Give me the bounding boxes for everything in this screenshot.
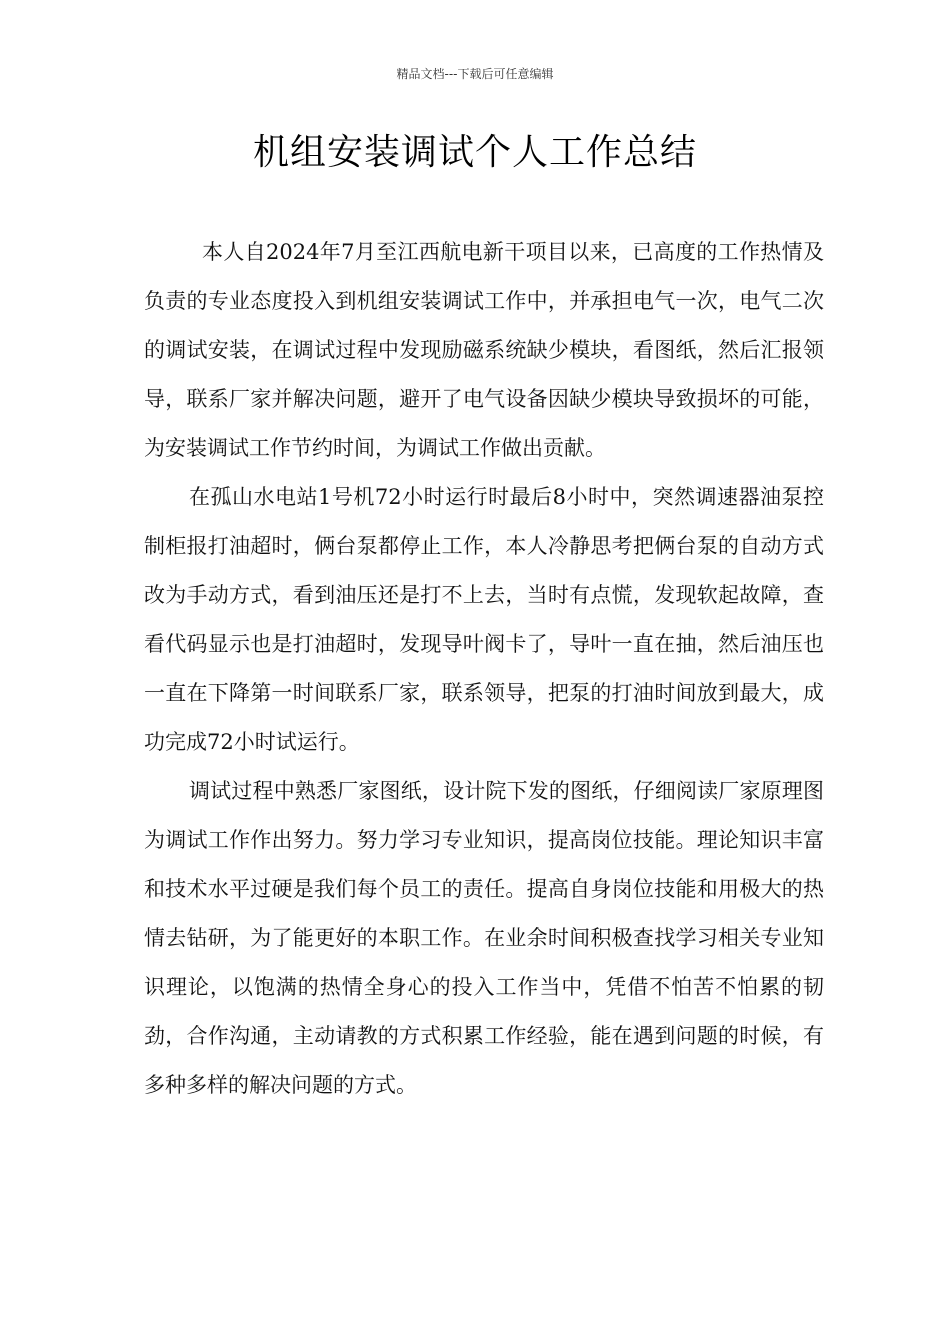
body-paragraph-2: 在孤山水电站1号机72小时运行时最后8小时中，突然调速器油泵控制柜报打油超时，俩台泵都停止工作，本人冷静思考把俩台泵的自动方式改为手动方式，看到油压还是打不上去，当时有点慌，发现软起故障，查看代码显示也是打油超时，发现导叶阀卡了，导叶一直在抽，然后油压也一直在下降第一时间联系厂家，联系领导，把泵的打油时间放到最大，成功完成72小时试运行。 (144, 485, 824, 754)
document-body (144, 228, 824, 1110)
page-header: 精品文档---下载后可任意编辑 (396, 67, 554, 81)
body-paragraph-1: 本人自2024年7月至江西航电新干项目以来，已高度的工作热情及负责的专业态度投入到机组安装调试工作中，并承担电气一次，电气二次的调试安装，在调试过程中发现励磁系统缺少模块，看图纸，然后汇报领导，联系厂家并解决问题，避开了电气设备因缺少模块导致损坏的可能，为安装调试工作节约时间，为调试工作做出贡献。 (144, 240, 824, 460)
document-title: 机组安装调试个人工作总结 (252, 132, 697, 173)
body-paragraph-3: 调试过程中熟悉厂家图纸，设计院下发的图纸，仔细阅读厂家原理图为调试工作作出努力。努力学习专业知识，提高岗位技能。理论知识丰富和技术水平过硬是我们每个员工的责任。提高自身岗位技能和用极大的热情去钻研，为了能更好的本职工作。在业余时间积极查找学习相关专业知识理论，以饱满的热情全身心的投入工作当中，凭借不怕苦不怕累的韧劲，合作沟通，主动请教的方式积累工作经验，能在遇到问题的时候，有多种多样的解决问题的方式。 (144, 779, 824, 1097)
